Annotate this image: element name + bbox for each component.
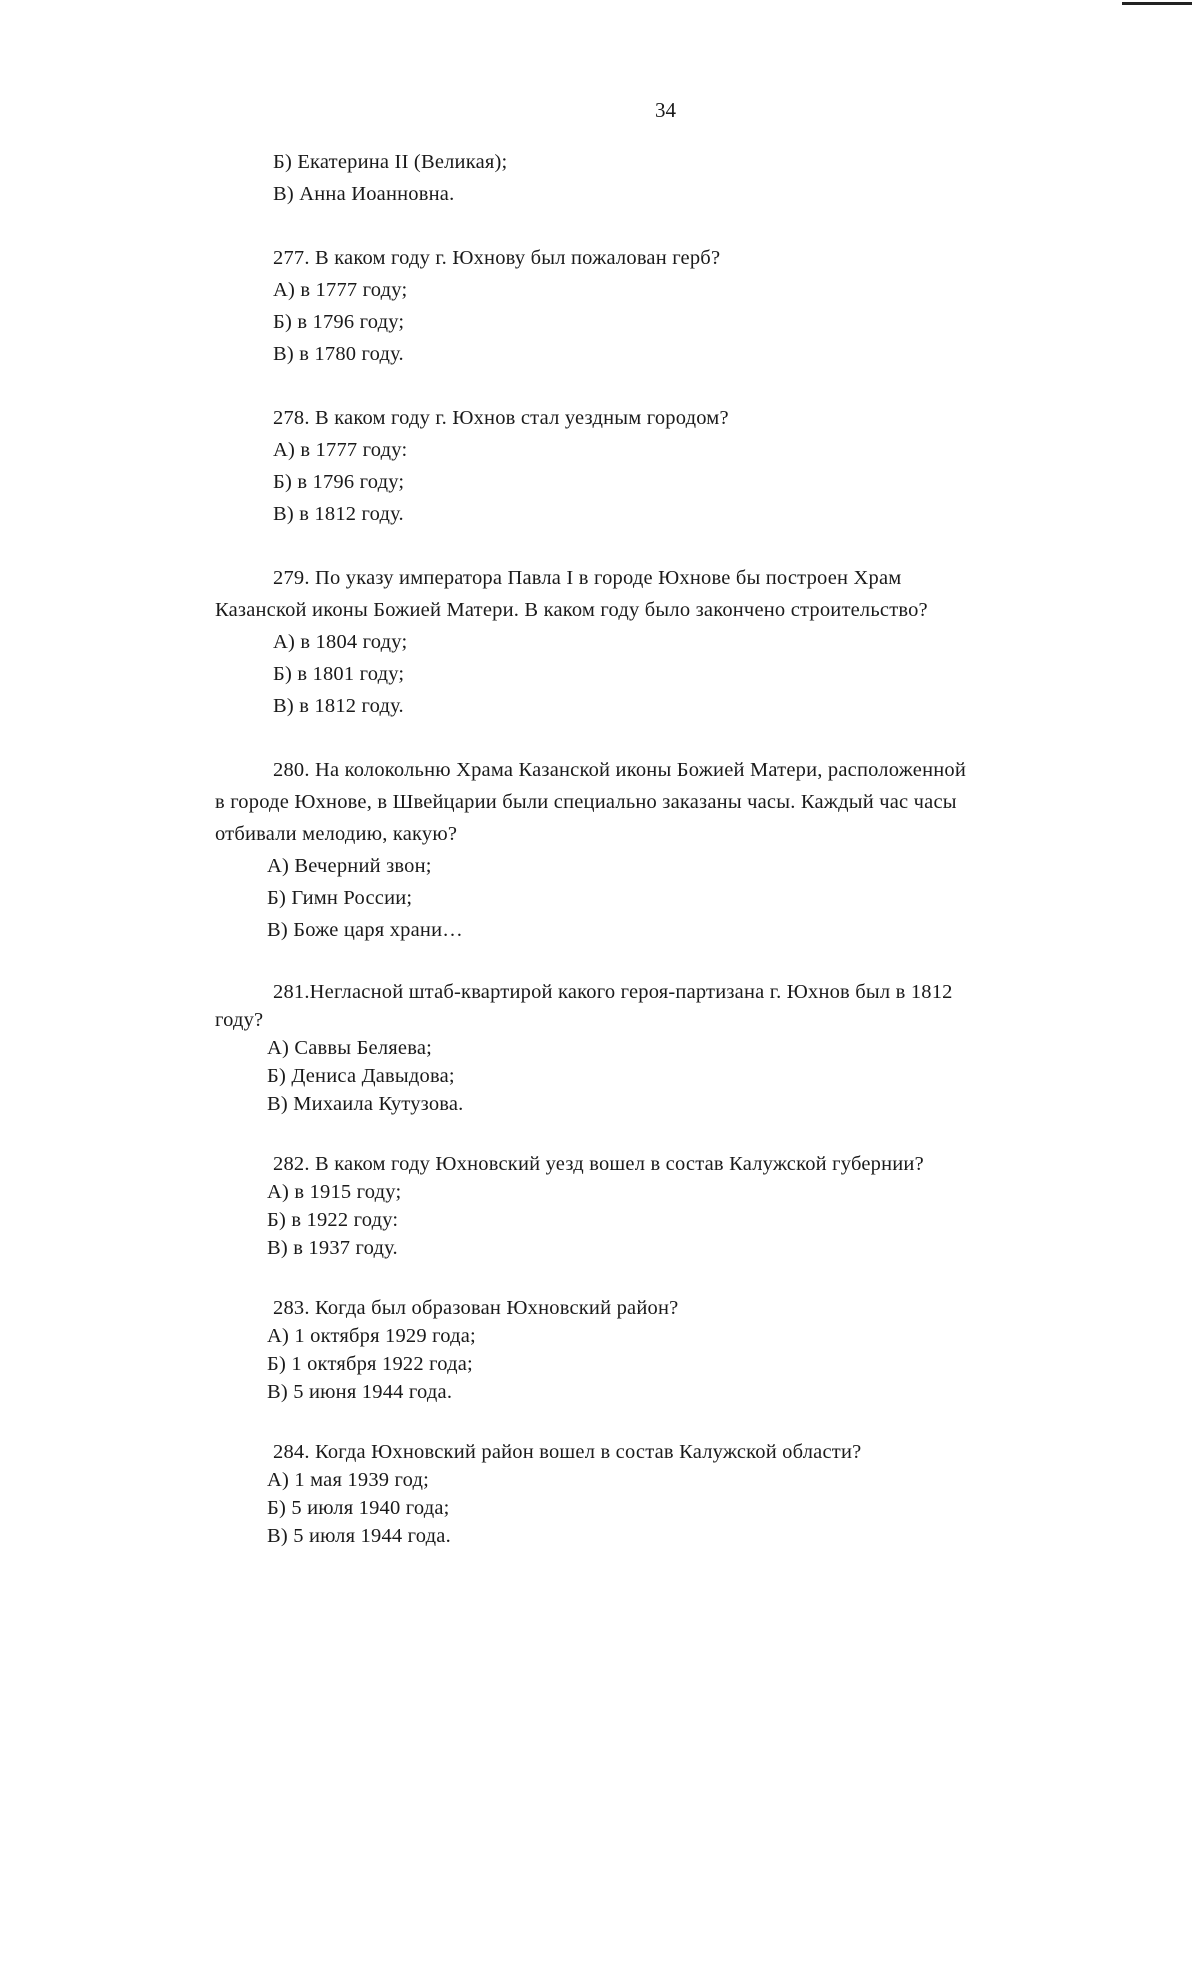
answer-option: Б) Гимн России;: [267, 887, 413, 909]
answer-option: В) Михаила Кутузова.: [267, 1093, 464, 1115]
answer-option: А) в 1804 году;: [273, 631, 408, 653]
answer-option: В) Боже царя храни…: [267, 919, 463, 941]
question-text-continued: в городе Юхнове, в Швейцарии были специально заказаны часы. Каждый час часы: [215, 791, 957, 813]
question-281: [215, 978, 1115, 1118]
answer-option: А) Вечерний звон;: [267, 855, 432, 877]
answer-option: В) в 1812 году.: [273, 503, 404, 525]
question-279: [215, 562, 1115, 722]
answer-option: Б) Екатерина II (Великая);: [273, 151, 508, 173]
answer-option: В) 5 июня 1944 года.: [267, 1381, 453, 1403]
answer-option: Б) Дениса Давыдова;: [267, 1065, 455, 1087]
answer-option: В) 5 июля 1944 года.: [267, 1525, 451, 1547]
answer-option: А) 1 октября 1929 года;: [267, 1325, 476, 1347]
carryover-options: [215, 146, 1115, 210]
answer-option: Б) в 1796 году;: [273, 311, 405, 333]
answer-option: А) в 1915 году;: [267, 1181, 402, 1203]
question-text: 284. Когда Юхновский район вошел в состав Калужской области?: [273, 1441, 862, 1463]
answer-option: Б) в 1922 году:: [267, 1209, 399, 1231]
question-text: 281.Негласной штаб-квартирой какого героя-партизана г. Юхнов был в 1812: [273, 981, 953, 1003]
answer-option: В) в 1780 году.: [273, 343, 404, 365]
question-text: 278. В каком году г. Юхнов стал уездным городом?: [273, 407, 729, 429]
question-277: [215, 242, 1115, 370]
page-content: [215, 146, 1115, 1550]
question-text: 280. На колокольню Храма Казанской иконы Божией Матери, расположенной: [273, 759, 967, 781]
answer-option: А) 1 мая 1939 год;: [267, 1469, 430, 1491]
answer-option: Б) в 1801 году;: [273, 663, 405, 685]
answer-option: В) в 1937 году.: [267, 1237, 398, 1259]
question-text-continued: году?: [215, 1009, 264, 1031]
answer-option: Б) в 1796 году;: [273, 471, 405, 493]
answer-option: В) в 1812 году.: [273, 695, 404, 717]
question-text-continued: Казанской иконы Божией Матери. В каком году было закончено строительство?: [215, 599, 928, 621]
question-284: [215, 1438, 1115, 1550]
answer-option: В) Анна Иоанновна.: [273, 183, 455, 205]
question-283: [215, 1294, 1115, 1406]
question-282: [215, 1150, 1115, 1262]
question-text: 282. В каком году Юхновский уезд вошел в состав Калужской губернии?: [273, 1153, 924, 1175]
question-text-continued: отбивали мелодию, какую?: [215, 823, 458, 845]
question-278: [215, 402, 1115, 530]
page-number: 34: [655, 98, 676, 122]
question-text: 277. В каком году г. Юхнову был пожалован герб?: [273, 247, 721, 269]
answer-option: Б) 5 июля 1940 года;: [267, 1497, 450, 1519]
answer-option: Б) 1 октября 1922 года;: [267, 1353, 473, 1375]
scan-corner-mark: [1122, 2, 1192, 5]
question-text: 279. По указу императора Павла I в городе Юхнове бы построен Храм: [273, 567, 902, 589]
answer-option: А) Саввы Беляева;: [267, 1037, 433, 1059]
answer-option: А) в 1777 году:: [273, 439, 408, 461]
question-280: [215, 754, 1115, 946]
answer-option: А) в 1777 году;: [273, 279, 408, 301]
question-text: 283. Когда был образован Юхновский район?: [273, 1297, 679, 1319]
